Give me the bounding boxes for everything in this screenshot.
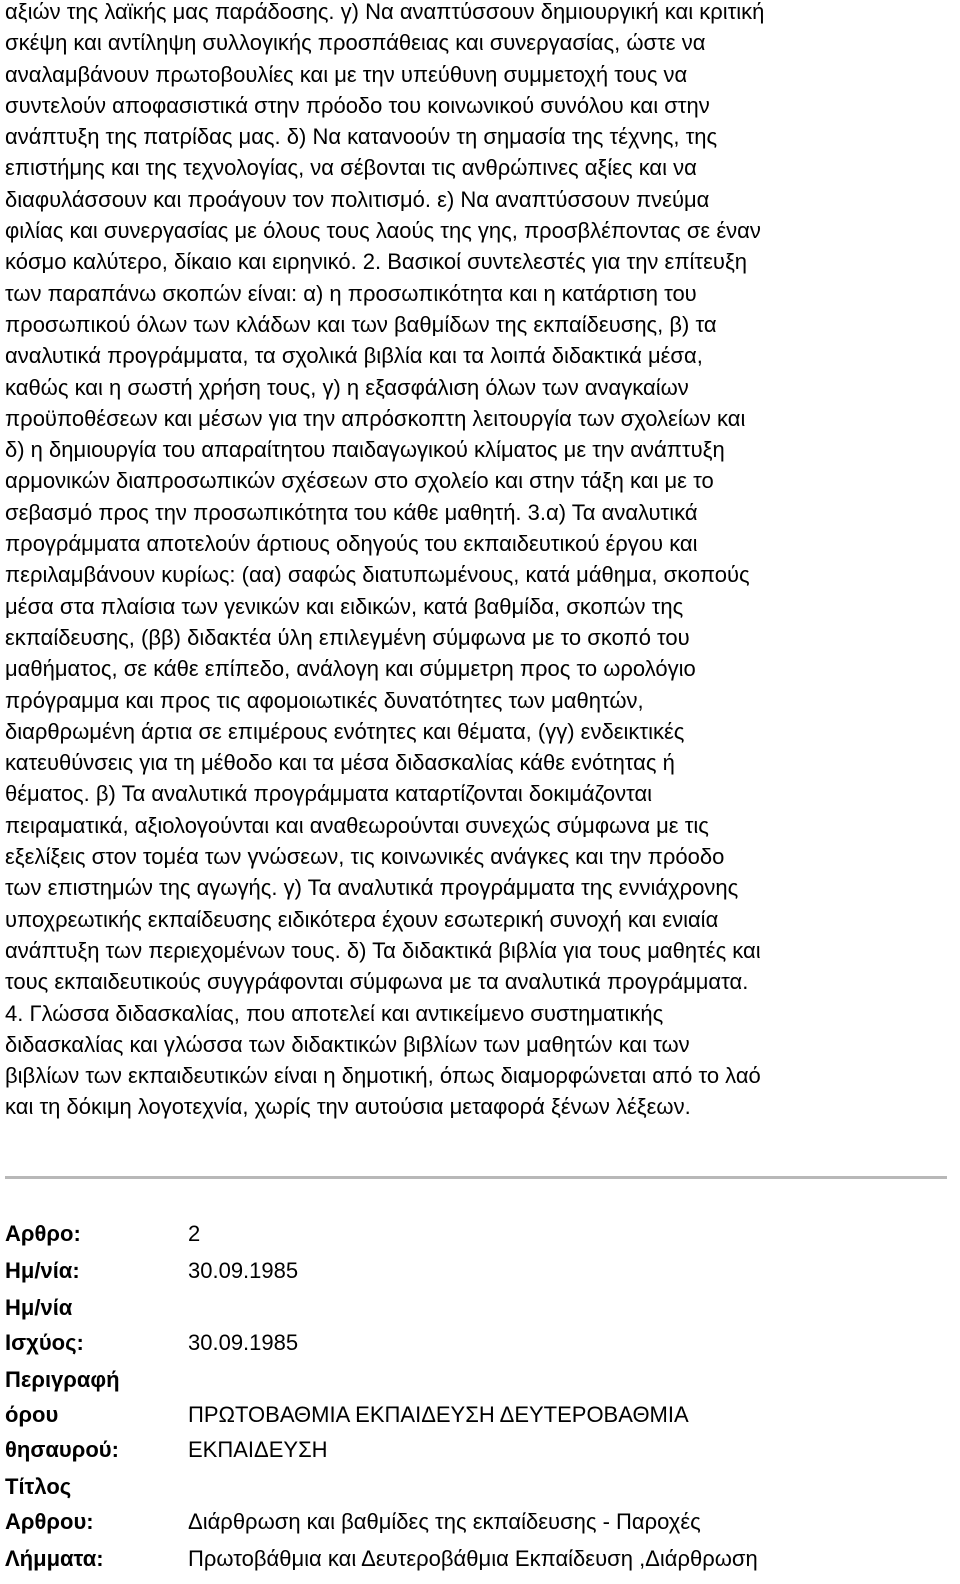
body-text-line: συντελούν αποφασιστικά στην πρόοδο του κοινωνικού συνόλου και στην	[5, 92, 710, 118]
article-number-label: Αρθρο:	[5, 1221, 81, 1246]
body-text-line: πρόγραμμα και προς τις αφομοιωτικές δυνατότητες των μαθητών,	[5, 687, 644, 713]
thesaurus-term-value-line-2: ΕΚΠΑΙΔΕΥΣΗ	[188, 1437, 328, 1462]
body-text-line: των επιστημών της αγωγής. γ) Τα αναλυτικά προγράμματα της εννιάχρονης	[5, 875, 739, 901]
meta-row-effective-date	[5, 1290, 945, 1360]
body-text-line: αναλυτικά προγράμματα, τα σχολικά βιβλία και τα λοιπά διδακτικά μέσα,	[5, 343, 703, 369]
body-text-line: επιστήμης και της τεχνολογίας, να σέβονται τις ανθρώπινες αξίες και να	[5, 155, 697, 181]
article-title-label-line-2: Αρθρου:	[5, 1509, 94, 1534]
effective-date-label-line-2: Ισχύος:	[5, 1330, 84, 1355]
article-number-value: 2	[188, 1221, 201, 1246]
section-divider	[5, 1176, 947, 1179]
thesaurus-term-label-line-3: θησαυρού:	[5, 1437, 119, 1462]
article-metadata	[5, 1216, 945, 1578]
thesaurus-term-value-line-1: ΠΡΩΤΟΒΑΘΜΙΑ ΕΚΠΑΙΔΕΥΣΗ ΔΕΥΤΕΡΟΒΑΘΜΙΑ	[188, 1402, 689, 1427]
body-text-line: των παραπάνω σκοπών είναι: α) η προσωπικότητα και η κατάρτιση του	[5, 280, 697, 306]
article-title-label	[5, 1469, 188, 1539]
body-text-line: διαφυλάσσουν και προάγουν τον πολιτισμό. ε) Να αναπτύσσουν πνεύμα	[5, 186, 710, 212]
article-title-value: Διάρθρωση και βαθμίδες της εκπαίδευσης - Παροχές	[188, 1509, 701, 1534]
thesaurus-term-label-line-1: Περιγραφή	[5, 1367, 120, 1392]
body-text-line: μαθήματος, σε κάθε επίπεδο, ανάλογη και σύμμετρη προς το ωρολόγιο	[5, 656, 696, 682]
meta-row-title	[5, 1469, 945, 1539]
body-text-line: βιβλίων των εκπαιδευτικών είναι η δημοτική, όπως διαμορφώνεται από το λαό	[5, 1063, 761, 1089]
body-text-line: προϋποθέσεων και μέσων για την απρόσκοπτη λειτουργία των σχολείων και	[5, 405, 746, 431]
meta-row-article	[5, 1216, 945, 1251]
effective-date-label	[5, 1290, 188, 1360]
body-text-line: δ) η δημιουργία του απαραίτητου παιδαγωγικού κλίματος με την ανάπτυξη	[5, 437, 725, 463]
meta-row-thesaurus	[5, 1362, 945, 1467]
date-label: Ημ/νία:	[5, 1258, 80, 1283]
body-text-line: μέσα στα πλαίσια των γενικών και ειδικών, κατά βαθμίδα, σκοπών της	[5, 593, 684, 619]
body-text-line: θέματος. β) Τα αναλυτικά προγράμματα καταρτίζονται δοκιμάζονται	[5, 781, 653, 807]
body-text-line: κατευθύνσεις για τη μέθοδο και τα μέσα διδασκαλίας κάθε ενότητας ή	[5, 750, 675, 776]
body-text-line: ανάπτυξη της πατρίδας μας. δ) Να κατανοούν τη σημασία της τέχνης, της	[5, 124, 718, 150]
thesaurus-term-label	[5, 1362, 188, 1467]
body-text-line: και τη δόκιμη λογοτεχνία, χωρίς την αυτούσια μεταφορά ξένων λέξεων.	[5, 1094, 691, 1120]
body-text-line: διαρθρωμένη άρτια σε επιμέρους ενότητες και θέματα, (γγ) ενδεικτικές	[5, 718, 685, 744]
effective-date-value: 30.09.1985	[188, 1330, 299, 1355]
effective-date-label-line-1: Ημ/νία	[5, 1295, 73, 1320]
body-text-line: πειραματικά, αξιολογούνται και αναθεωρούνται συνεχώς σύμφωνα με τις	[5, 812, 709, 838]
body-text-line: κόσμο καλύτερο, δίκαιο και ειρηνικό. 2. Βασικοί συντελεστές για την επίτευξη	[5, 249, 748, 275]
date-value: 30.09.1985	[188, 1258, 299, 1283]
article-title-label-line-1: Τίτλος	[5, 1474, 72, 1499]
body-text-line: υποχρεωτικής εκπαίδευσης ειδικότερα έχουν εσωτερική συνοχή και ενιαία	[5, 906, 719, 932]
thesaurus-term-value	[188, 1397, 945, 1467]
lemmas-value: Πρωτοβάθμια και Δευτεροβάθμια Εκπαίδευση ,Διάρθρωση	[188, 1546, 758, 1571]
meta-row-lemmas	[5, 1541, 945, 1576]
body-text-line: καθώς και η σωστή χρήση τους, γ) η εξασφάλιση όλων των αναγκαίων	[5, 374, 689, 400]
body-text-line: διδασκαλίας και γλώσσα των διδακτικών βιβλίων των μαθητών και των	[5, 1031, 690, 1057]
body-text-line: σεβασμό προς την προσωπικότητα του κάθε μαθητή. 3.α) Τα αναλυτικά	[5, 499, 698, 525]
body-text-line: ανάπτυξη των περιεχομένων τους. δ) Τα διδακτικά βιβλία για τους μαθητές και	[5, 937, 761, 963]
lemmas-label: Λήμματα:	[5, 1546, 104, 1571]
thesaurus-term-label-line-2: όρου	[5, 1402, 59, 1427]
body-text-line: φιλίας και συνεργασίας με όλους τους λαούς της γης, προσβλέποντας σε έναν	[5, 218, 761, 244]
body-text-line: 4. Γλώσσα διδασκαλίας, που αποτελεί και αντικείμενο συστηματικής	[5, 1000, 664, 1026]
body-text-line: προσωπικού όλων των κλάδων και των βαθμίδων της εκπαίδευσης, β) τα	[5, 311, 717, 337]
body-text-line: αναλαμβάνουν πρωτοβουλίες και με την υπεύθυνη συμμετοχή τους να	[5, 61, 688, 87]
body-text-line: περιλαμβάνουν κυρίως: (αα) σαφώς διατυπωμένους, κατά μάθημα, σκοπούς	[5, 562, 750, 588]
body-text-line: τους εκπαιδευτικούς συγγράφονται σύμφωνα με τα αναλυτικά προγράμματα.	[5, 969, 749, 995]
meta-row-date	[5, 1253, 945, 1288]
body-text-line: προγράμματα αποτελούν άρτιους οδηγούς του εκπαιδευτικού έργου και	[5, 531, 698, 557]
article-body-text	[5, 0, 955, 1123]
body-text-line: αρμονικών διαπροσωπικών σχέσεων στο σχολείο και στην τάξη και με το	[5, 468, 714, 494]
body-text-line: εκπαίδευσης, (ββ) διδακτέα ύλη επιλεγμένη σύμφωνα με το σκοπό του	[5, 624, 690, 650]
body-text-line: σκέψη και αντίληψη συλλογικής προσπάθειας και συνεργασίας, ώστε να	[5, 30, 706, 56]
body-text-line: αξιών της λαϊκής μας παράδοσης. γ) Να αναπτύσσουν δημιουργική και κριτική	[5, 0, 765, 24]
body-text-line: εξελίξεις στον τομέα των γνώσεων, τις κοινωνικές ανάγκες και την πρόοδο	[5, 844, 725, 870]
